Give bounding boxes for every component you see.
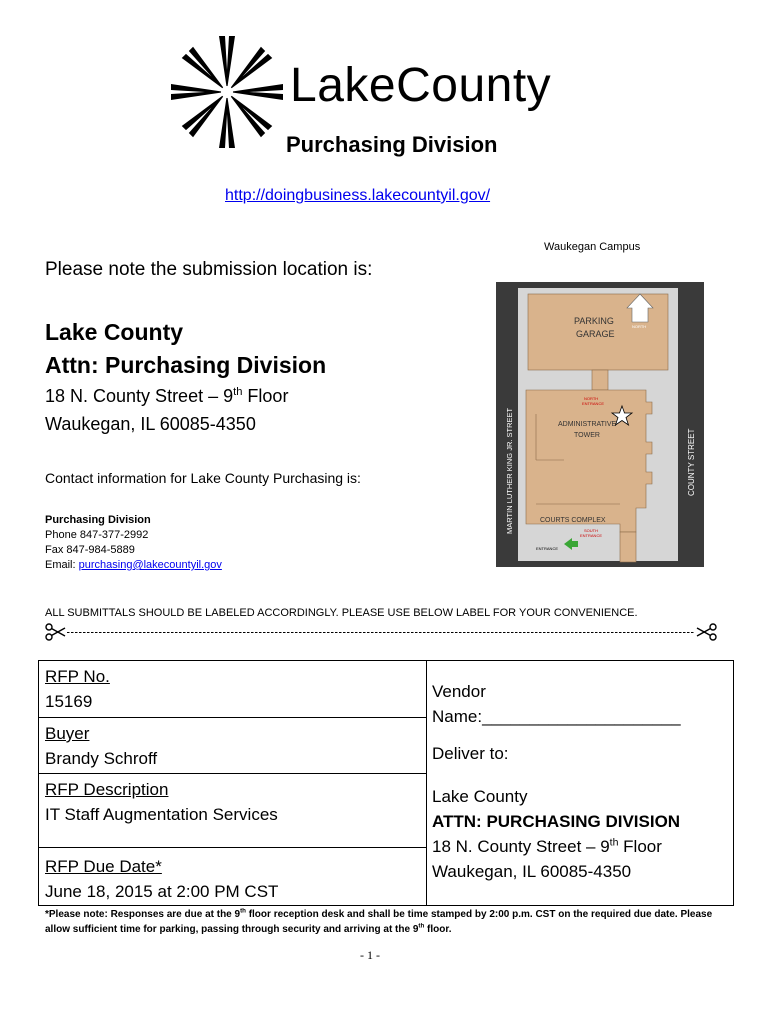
contact-fax: Fax 847-984-5889 (45, 544, 135, 556)
vendor-label: Vendor (432, 682, 486, 701)
map-caption: Waukegan Campus (544, 241, 641, 253)
rfp-description-cell (39, 773, 427, 847)
svg-text:COURTS COMPLEX: COURTS COMPLEX (540, 517, 606, 524)
contact-heading: Purchasing Division (45, 514, 151, 526)
page-number: - 1 - (360, 948, 380, 962)
address-lines (45, 382, 288, 438)
rfp-number-cell (39, 661, 427, 717)
rfp-due-date-cell (39, 847, 427, 905)
svg-text:GARAGE: GARAGE (576, 329, 615, 339)
svg-text:ENTRANCE: ENTRANCE (536, 546, 559, 551)
rfp-description-value: IT Staff Augmentation Services (45, 805, 278, 824)
svg-text:PARKING: PARKING (574, 316, 614, 326)
svg-text:ENTRANCE: ENTRANCE (582, 401, 605, 406)
buyer-cell (39, 717, 427, 773)
svg-text:ENTRANCE: ENTRANCE (580, 533, 603, 538)
svg-text:SOUTH: SOUTH (584, 528, 598, 533)
submittals-note: ALL SUBMITTALS SHOULD BE LABELED ACCORDINGLY. PLEASE USE BELOW LABEL FOR YOUR CONVENIENCE. (45, 607, 638, 619)
contact-block (45, 513, 222, 573)
address-name: Lake County (45, 319, 184, 345)
vendor-name-line: Name:_____________________ (432, 707, 681, 726)
svg-text:TOWER: TOWER (574, 432, 600, 439)
rfp-due-date-label: RFP Due Date* (45, 857, 162, 876)
rfp-number-value: 15169 (45, 692, 93, 711)
deliver-city: Waukegan, IL 60085-4350 (432, 862, 632, 881)
address-attn: Attn: Purchasing Division (45, 352, 327, 378)
buyer-value: Brandy Schroff (45, 749, 158, 768)
submission-note: Please note the submission location is: (45, 259, 373, 280)
contact-intro: Contact information for Lake County Purchasing is: (45, 470, 361, 486)
lake-county-logo-icon (165, 30, 290, 155)
svg-text:NORTH: NORTH (632, 324, 647, 329)
contact-phone: Phone 847-377-2992 (45, 529, 149, 541)
deliver-street: 18 N. County Street – 9th Floor (432, 836, 662, 856)
mailing-label (38, 660, 734, 906)
address-city: Waukegan, IL 60085-4350 (45, 414, 256, 434)
cut-line (45, 619, 717, 645)
website-link[interactable]: http://doingbusiness.lakecountyil.gov/ (225, 187, 491, 204)
buyer-label: Buyer (45, 724, 90, 743)
address-street: 18 N. County Street – 9th Floor (45, 386, 289, 406)
division-title: Purchasing Division (286, 132, 498, 157)
deliver-to-label: Deliver to: (432, 744, 509, 763)
scissors-icon-left (46, 624, 65, 640)
svg-text:MARTIN LUTHER KING JR. STREET: MARTIN LUTHER KING JR. STREET (505, 407, 514, 534)
contact-email-row: Email: purchasing@lakecountyil.gov (45, 559, 222, 571)
svg-text:ADMINISTRATIVE: ADMINISTRATIVE (558, 421, 617, 428)
rfp-due-date-value: June 18, 2015 at 2:00 PM CST (45, 882, 279, 901)
campus-map (496, 282, 704, 567)
svg-text:NORTH: NORTH (584, 396, 599, 401)
deliver-attn: ATTN: PURCHASING DIVISION (432, 812, 681, 831)
scissors-icon-right (697, 624, 716, 640)
svg-text:COUNTY STREET: COUNTY STREET (687, 428, 696, 496)
due-footnote: *Please note: Responses are due at the 9th floor reception desk and shall be time stamped by 2:00 p.m. CST on the required due date. Please allow sufficient time for parking, passing through security and arriving at the 9th floor. (45, 907, 713, 935)
org-name: LakeCounty (290, 59, 552, 112)
deliver-name: Lake County (432, 787, 528, 806)
rfp-description-label: RFP Description (45, 780, 169, 799)
rfp-number-label: RFP No. (45, 667, 110, 686)
deliver-to-column (432, 679, 732, 884)
address-block-heading (45, 316, 326, 382)
contact-email-link[interactable]: purchasing@lakecountyil.gov (78, 559, 222, 571)
